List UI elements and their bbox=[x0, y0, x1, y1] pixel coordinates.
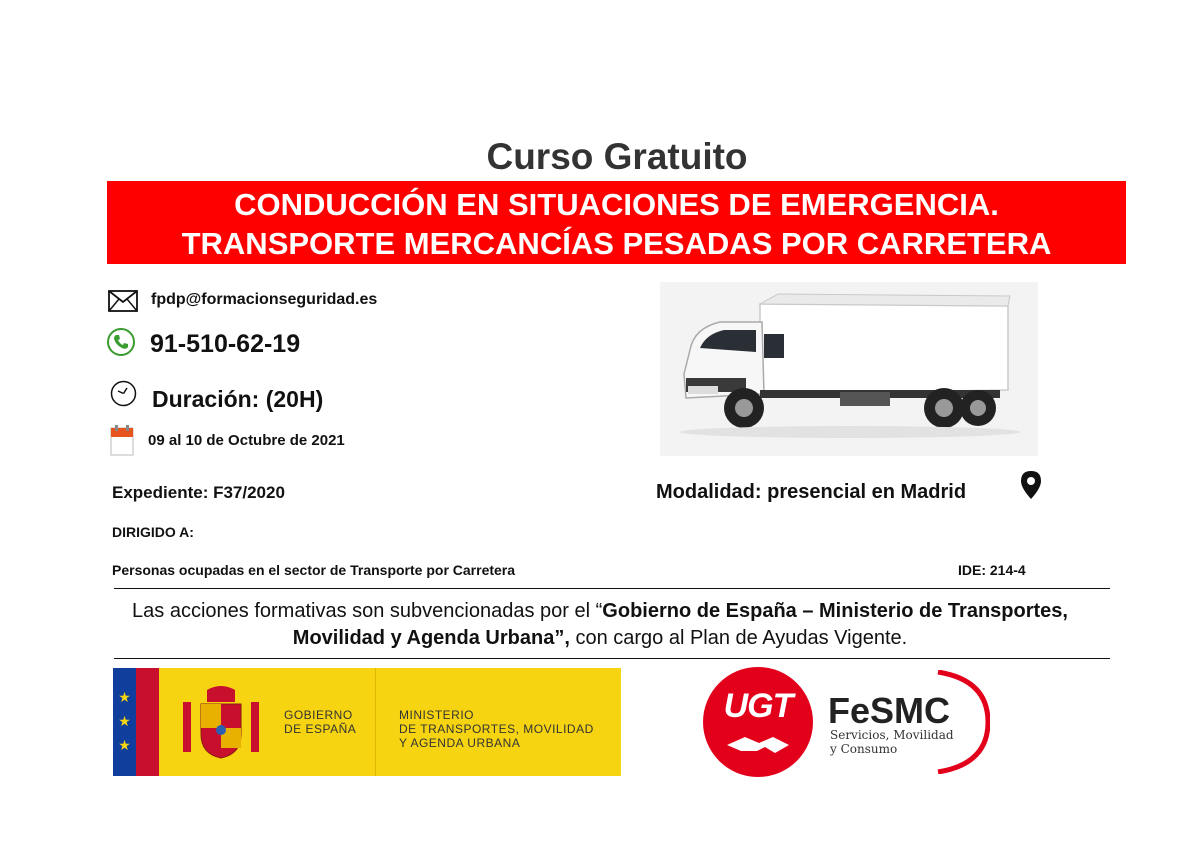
ugt-text: UGT bbox=[723, 687, 793, 725]
fesmc-logo bbox=[820, 670, 990, 774]
notice-part-2: con cargo al Plan de Ayudas Vigente. bbox=[569, 627, 908, 649]
clock-icon bbox=[110, 380, 137, 407]
email-link[interactable]: fpdp@formacionseguridad.es bbox=[151, 291, 378, 308]
ministerio-line-1: MINISTERIO bbox=[399, 708, 475, 722]
ministerio-text bbox=[399, 708, 594, 750]
envelope-icon bbox=[108, 290, 138, 312]
notice-bold: Gobierno de España – Ministerio de Transportes, Movilidad y Agenda Urbana”, bbox=[292, 600, 1068, 649]
ide-text: IDE: 214-4 bbox=[958, 562, 1026, 578]
phone-number[interactable]: 91-510-62-19 bbox=[150, 330, 301, 358]
divider-top bbox=[114, 588, 1110, 589]
map-pin-icon bbox=[1020, 470, 1042, 500]
ministerio-line-2: DE TRANSPORTES, MOVILIDAD bbox=[399, 722, 594, 736]
gobierno-line-2: DE ESPAÑA bbox=[284, 722, 357, 736]
logo-divider bbox=[375, 668, 376, 776]
truck-image bbox=[660, 282, 1038, 456]
gobierno-logo bbox=[113, 668, 621, 776]
svg-text:★: ★ bbox=[118, 737, 131, 753]
course-banner bbox=[107, 181, 1126, 264]
ugt-logo bbox=[703, 667, 813, 777]
handshake-icon bbox=[725, 731, 791, 762]
expediente-text: Expediente: F37/2020 bbox=[112, 483, 285, 502]
course-title: Curso Gratuito bbox=[486, 136, 748, 177]
fesmc-subtitle bbox=[830, 728, 954, 756]
ministerio-line-3: Y AGENDA URBANA bbox=[399, 736, 521, 750]
modalidad-text: Modalidad: presencial en Madrid bbox=[656, 481, 967, 503]
gobierno-line-1: GOBIERNO bbox=[284, 708, 353, 722]
spain-flag-strip bbox=[136, 668, 159, 776]
dirigido-text: Personas ocupadas en el sector de Transporte por Carretera bbox=[112, 562, 516, 578]
dirigido-label: DIRIGIDO A: bbox=[112, 524, 194, 540]
gobierno-text bbox=[284, 708, 356, 736]
divider-bottom bbox=[114, 658, 1110, 659]
duration-text: Duración: (20H) bbox=[152, 386, 324, 412]
calendar-icon bbox=[110, 424, 134, 456]
svg-text:★: ★ bbox=[118, 713, 131, 729]
svg-text:★: ★ bbox=[118, 689, 131, 705]
funding-notice bbox=[120, 598, 1080, 652]
eu-flag-strip bbox=[113, 668, 136, 776]
fesmc-subtitle-line-2: y Consumo bbox=[830, 742, 898, 756]
notice-part-1: Las acciones formativas son subvencionadas por el “ bbox=[132, 600, 603, 622]
banner-line-1: CONDUCCIÓN EN SITUACIONES DE EMERGENCIA. bbox=[234, 187, 999, 222]
banner-line-2: TRANSPORTE MERCANCÍAS PESADAS POR CARRETERA bbox=[181, 226, 1052, 261]
dates-text: 09 al 10 de Octubre de 2021 bbox=[148, 432, 345, 449]
phone-icon bbox=[106, 327, 136, 357]
coat-of-arms-icon bbox=[179, 682, 263, 767]
fesmc-subtitle-line-1: Servicios, Movilidad bbox=[830, 728, 954, 742]
fesmc-text: FeSMC bbox=[828, 690, 951, 731]
